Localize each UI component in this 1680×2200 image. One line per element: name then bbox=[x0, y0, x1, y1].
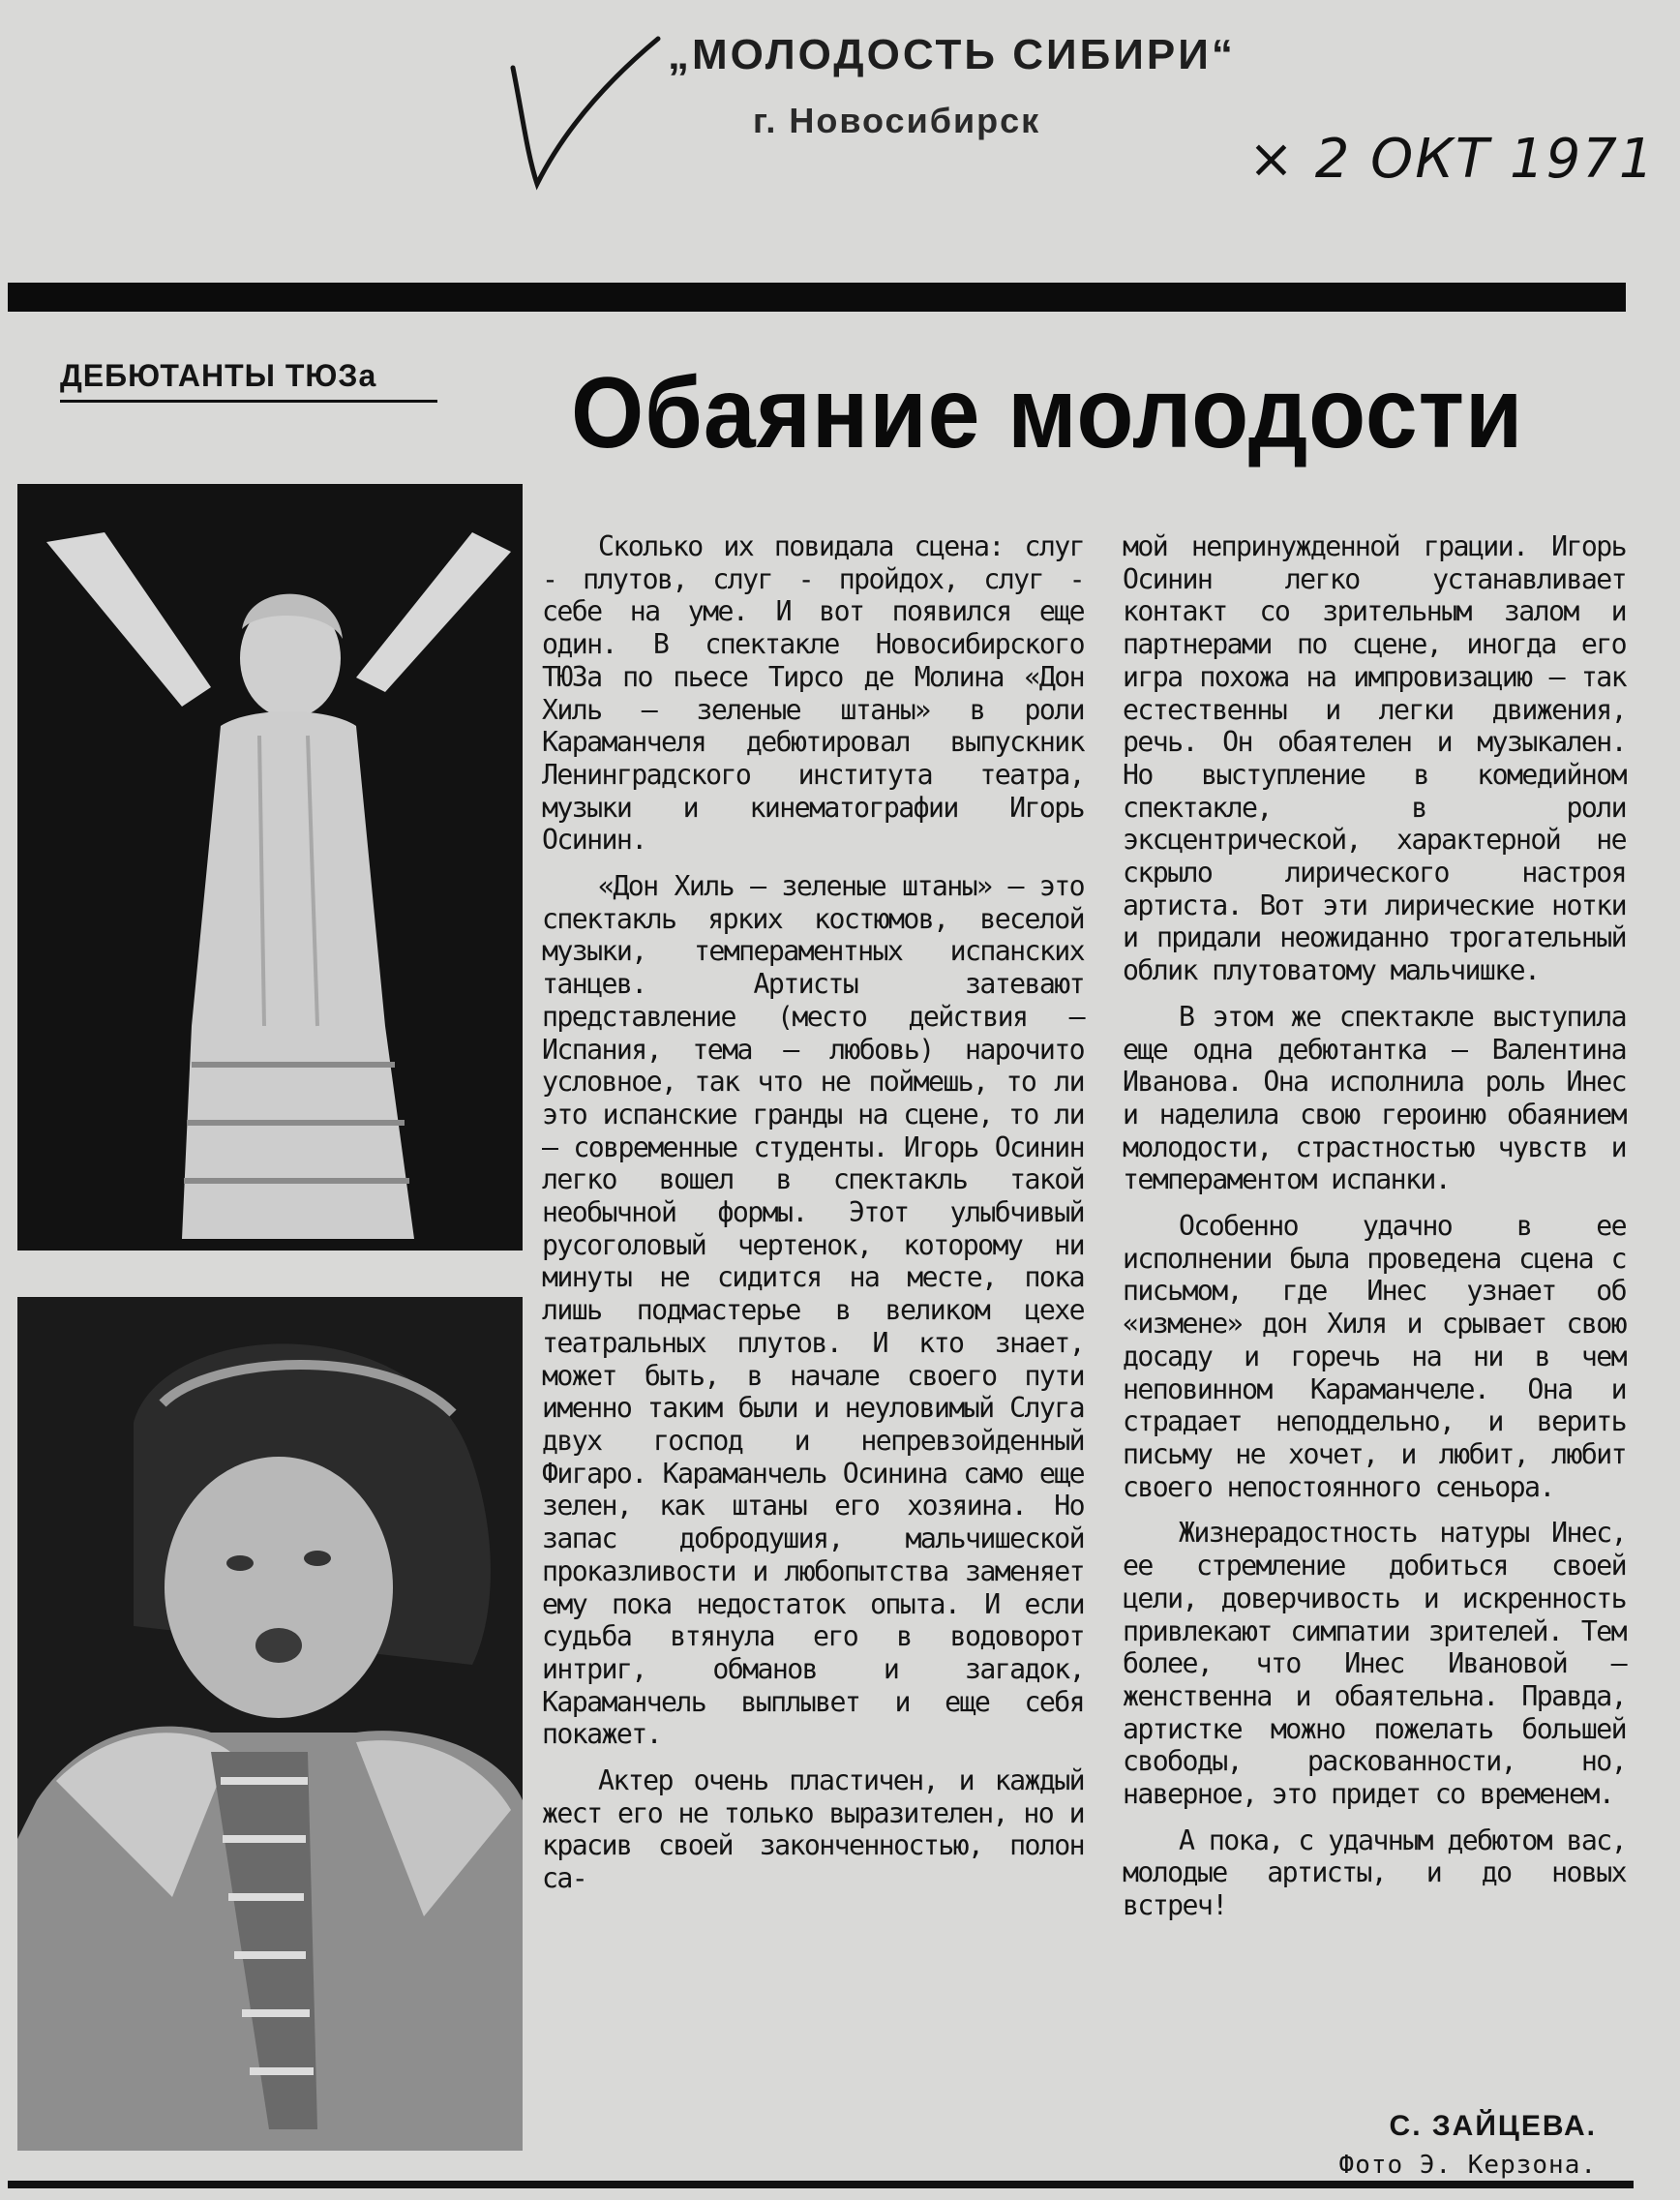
publication-name: „МОЛОДОСТЬ СИБИРИ“ bbox=[668, 31, 1236, 78]
paragraph: В этом же спектакле выступила еще одна дебютантка — Валентина Иванова. Она исполнила роль Инес и наделила свою героиню обаянием молодости, страстностью чувств и темпераментом испанки. bbox=[1123, 1000, 1626, 1196]
paragraph: Жизнерадостность натуры Инес, ее стремление добиться своей цели, доверчивость и искренность привлекают симпатии зрителей. Тем более, что Инес Ивановой — женственна и обаятельна. Правда, артистке можно пожелать большей свободы, раскованности, но, наверное, это придет со временем. bbox=[1123, 1517, 1626, 1811]
article-column-right bbox=[1123, 530, 1626, 1922]
paragraph: Актер очень пластичен, и каждый жест его не только выразителен, но и красив своей законченностью, полон са- bbox=[542, 1764, 1084, 1895]
article-title: Обаяние молодости bbox=[571, 357, 1524, 469]
article-column-middle bbox=[542, 530, 1084, 1895]
bottom-rule bbox=[8, 2181, 1634, 2188]
publication-city: г. Новосибирск bbox=[753, 101, 1041, 140]
section-label: ДЕБЮТАНТЫ ТЮЗа bbox=[60, 358, 437, 403]
paragraph: А пока, с удачным дебютом вас, молодые артисты, и до новых встреч! bbox=[1123, 1823, 1626, 1922]
photo-credit: Фото Э. Керзона. bbox=[1338, 2151, 1597, 2180]
date-stamp: × 2 ОКТ 1971 bbox=[1248, 128, 1656, 191]
author-signature: С. ЗАЙЦЕВА. bbox=[1389, 2110, 1597, 2142]
checkmark-icon bbox=[494, 29, 668, 203]
paragraph: «Дон Хиль — зеленые штаны» — это спектакль ярких костюмов, веселой музыки, темпераментных испанских танцев. Артисты затевают представление (место действия — Испания, тема — любовь) нарочито условное, так что не поймешь, то ли это испанские гранды на сцене, то ли — современные студенты. Игорь Осинин легко вошел в спектакль такой необычной формы. Этот улыбчивый русоголовый чертенок, которому ни минуты не сидится на месте, пока лишь подмастерье в великом цехе театральных плутов. И кто знает, может быть, в начале своего пути именно таким были и неуловимый Слуга двух господ и непревзойденный Фигаро. Караманчель Осинина само еще зелен, как штаны его хозяина. Но запас добродушия, мальчишеской проказливости и любопытства заменяет ему пока недостаток опыта. И если судьба втянула его в водоворот интриг, обманов и загадок, Караманчель выплывет и еще себя покажет. bbox=[542, 870, 1084, 1751]
paragraph: Особенно удачно в ее исполнении была проведена сцена с письмом, где Инес узнает об «измене» дон Хиля и срывает свою досаду и горечь на ни в чем неповинном Караманчеле. Она и страдает неподдельно, и верить письму не хочет, и любит, любит своего непостоянного сеньора. bbox=[1123, 1210, 1626, 1503]
actress-photo bbox=[17, 484, 523, 1251]
paragraph: Сколько их повидала сцена: слуг - плутов, слуг - пройдох, слуг - себе на уме. И вот появился еще один. В спектакле Новосибирского ТЮЗа по пьесе Тирсо де Молина «Дон Хиль — зеленые штаны» в роли Караманчеля дебютировал выпускник Ленинградского института театра, музыки и кинематографии Игорь Осинин. bbox=[542, 530, 1084, 857]
archive-stamp bbox=[0, 0, 1680, 271]
actor-photo bbox=[17, 1297, 523, 2151]
top-rule bbox=[8, 283, 1626, 312]
paragraph: мой непринужденной грации. Игорь Осинин легко устанавливает контакт со зрительным залом и партнерами по сцене, иногда его игра похожа на импровизацию — так естественны и легки движения, речь. Он обаятелен и музыкален. Но выступление в комедийном спектакле, в роли эксцентрической, характерной не скрыло лирического настроя артиста. Вот эти лирические нотки и придали неожиданно трогательный облик плутоватому мальчишке. bbox=[1123, 530, 1626, 987]
